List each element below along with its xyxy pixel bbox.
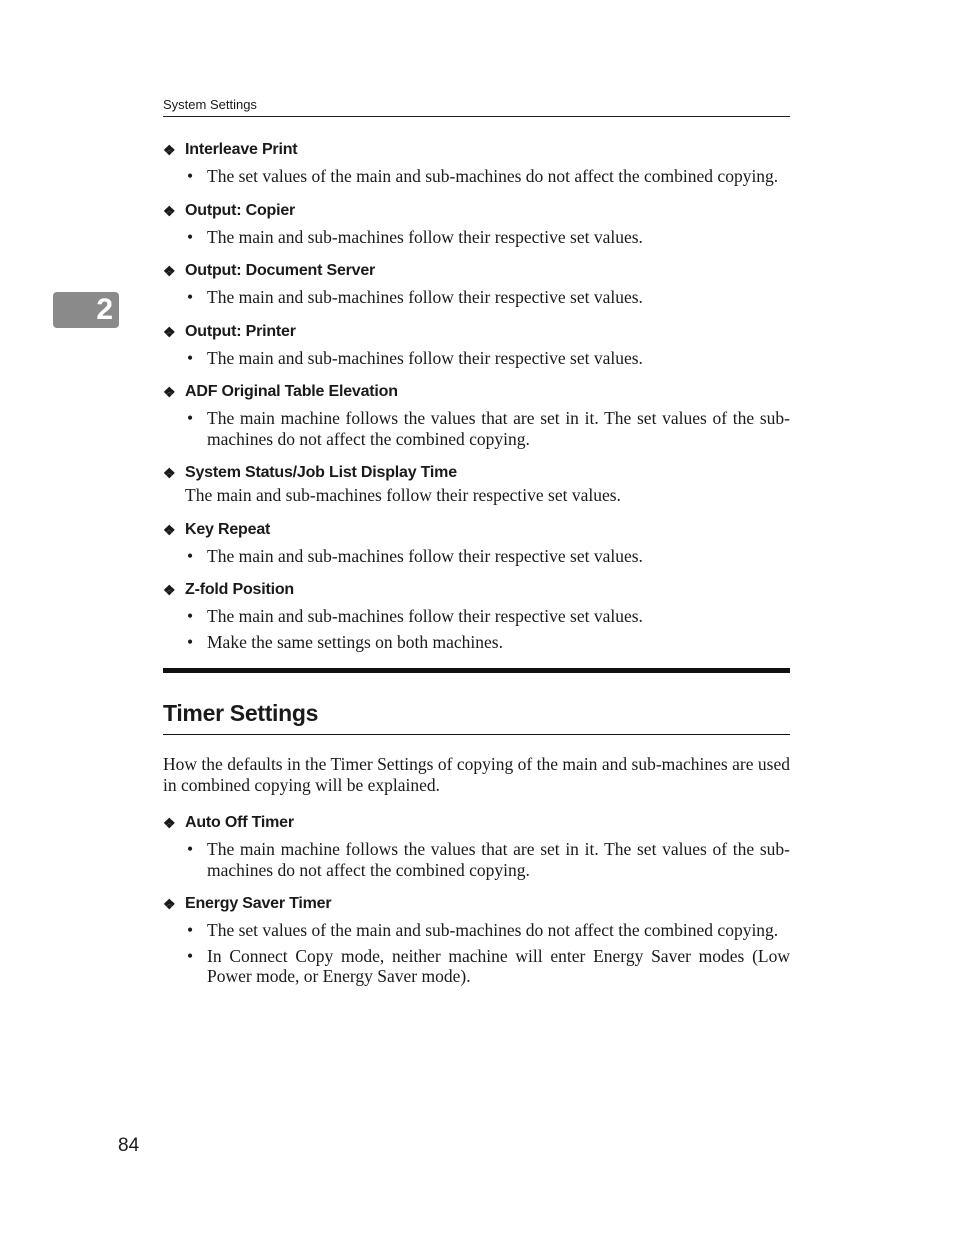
section-title: Energy Saver Timer xyxy=(185,895,332,913)
bullet-list xyxy=(163,920,790,987)
list-item xyxy=(163,287,790,308)
list-item-text: The main machine follows the values that are set in it. The set values of the sub-machines do not affect the combined copying. xyxy=(207,408,790,449)
bullet-list xyxy=(163,606,790,652)
section-title: Interleave Print xyxy=(185,141,298,158)
section-title: Z-fold Position xyxy=(185,581,294,598)
section-title: ADF Original Table Elevation xyxy=(185,383,398,400)
list-item xyxy=(163,839,790,880)
list-item xyxy=(163,166,790,187)
section-system-status-display-time xyxy=(163,463,790,506)
list-item xyxy=(163,408,790,449)
list-item-text: The main and sub-machines follow their respective set values. xyxy=(207,287,643,307)
section-heading xyxy=(163,322,790,342)
list-item xyxy=(163,348,790,369)
section-title: Auto Off Timer xyxy=(185,814,294,832)
list-item-text: The set values of the main and sub-machines do not affect the combined copying. xyxy=(207,920,779,941)
diamond-marker-icon: ❖ xyxy=(163,815,176,832)
bullet-list xyxy=(163,287,790,308)
list-item-text: In Connect Copy mode, neither machine will enter Energy Saver modes (Low Power mode, or Energy Saver mode). xyxy=(207,945,790,987)
section-title: Output: Copier xyxy=(185,201,296,219)
section-heading xyxy=(163,894,790,914)
diamond-marker-icon: ❖ xyxy=(163,202,176,219)
section-block xyxy=(163,382,790,449)
bullet-dot-icon: • xyxy=(187,839,194,860)
chapter-tab xyxy=(53,292,119,328)
section-heading xyxy=(163,520,790,540)
diamond-marker-icon: ❖ xyxy=(163,323,176,340)
sections-group-timer xyxy=(163,813,790,987)
bullet-dot-icon: • xyxy=(187,166,194,186)
section-heading xyxy=(163,382,790,402)
bullet-dot-icon: • xyxy=(187,408,194,428)
section-heading xyxy=(163,201,790,221)
list-item xyxy=(163,946,790,987)
section-heading xyxy=(163,140,790,160)
running-header xyxy=(163,96,790,117)
section-block xyxy=(163,261,790,308)
list-item xyxy=(163,606,790,627)
section-title: Key Repeat xyxy=(185,520,271,538)
section-title: Output: Document Server xyxy=(185,262,376,279)
bullet-dot-icon: • xyxy=(187,347,194,368)
list-item-text: The main and sub-machines follow their respective set values. xyxy=(207,226,643,247)
bullet-list xyxy=(163,166,790,187)
bullet-list xyxy=(163,546,790,567)
section-heading xyxy=(163,261,790,281)
chapter-number: 2 xyxy=(96,293,113,326)
diamond-marker-icon: ❖ xyxy=(163,582,176,598)
bullet-list xyxy=(163,408,790,449)
sections-group-b xyxy=(163,520,790,653)
bullet-dot-icon: • xyxy=(187,945,194,966)
section-heading xyxy=(163,463,790,483)
list-item-text: The main and sub-machines follow their respective set values. xyxy=(207,347,643,368)
diamond-marker-icon: ❖ xyxy=(163,263,176,279)
diamond-marker-icon: ❖ xyxy=(163,465,176,481)
major-section-rule xyxy=(163,668,790,673)
list-item-text: The main and sub-machines follow their respective set values. xyxy=(207,545,643,566)
section-block xyxy=(163,894,790,987)
bullet-dot-icon: • xyxy=(187,631,194,652)
section-heading xyxy=(163,580,790,600)
page-number: 84 xyxy=(118,1135,140,1156)
bullet-dot-icon: • xyxy=(187,920,194,941)
bullet-list xyxy=(163,839,790,880)
diamond-marker-icon: ❖ xyxy=(163,896,176,913)
list-item-text: The main machine follows the values that are set in it. The set values of the sub-machines do not affect the combined copying. xyxy=(207,839,790,880)
diamond-marker-icon: ❖ xyxy=(163,521,176,538)
section-block xyxy=(163,813,790,880)
bullet-dot-icon: • xyxy=(187,226,194,247)
section-text: The main and sub-machines follow their respective set values. xyxy=(185,485,621,505)
page-content xyxy=(163,140,790,1001)
bullet-list xyxy=(163,227,790,248)
list-item-text: The main and sub-machines follow their respective set values. xyxy=(207,606,643,626)
list-item-text: Make the same settings on both machines. xyxy=(207,631,503,652)
timer-settings-title: Timer Settings xyxy=(163,692,790,735)
section-block xyxy=(163,201,790,248)
list-item xyxy=(163,546,790,567)
list-item xyxy=(163,632,790,653)
section-block xyxy=(163,322,790,369)
diamond-marker-icon: ❖ xyxy=(163,142,176,158)
section-block xyxy=(163,580,790,652)
section-heading xyxy=(163,813,790,833)
sections-group-a xyxy=(163,140,790,449)
diamond-marker-icon: ❖ xyxy=(163,384,176,400)
bullet-dot-icon: • xyxy=(187,287,194,307)
bullet-dot-icon: • xyxy=(187,545,194,566)
list-item xyxy=(163,227,790,248)
list-item xyxy=(163,920,790,941)
running-header-title: System Settings xyxy=(163,97,257,112)
section-title: System Status/Job List Display Time xyxy=(185,464,457,481)
section-block xyxy=(163,140,790,187)
bullet-list xyxy=(163,348,790,369)
timer-settings-intro: How the defaults in the Timer Settings of copying of the main and sub-machines are used in combined copying will be explained. xyxy=(163,754,790,795)
section-title: Output: Printer xyxy=(185,322,296,340)
section-block xyxy=(163,520,790,567)
bullet-dot-icon: • xyxy=(187,606,194,626)
list-item-text: The set values of the main and sub-machines do not affect the combined copying. xyxy=(207,166,779,186)
